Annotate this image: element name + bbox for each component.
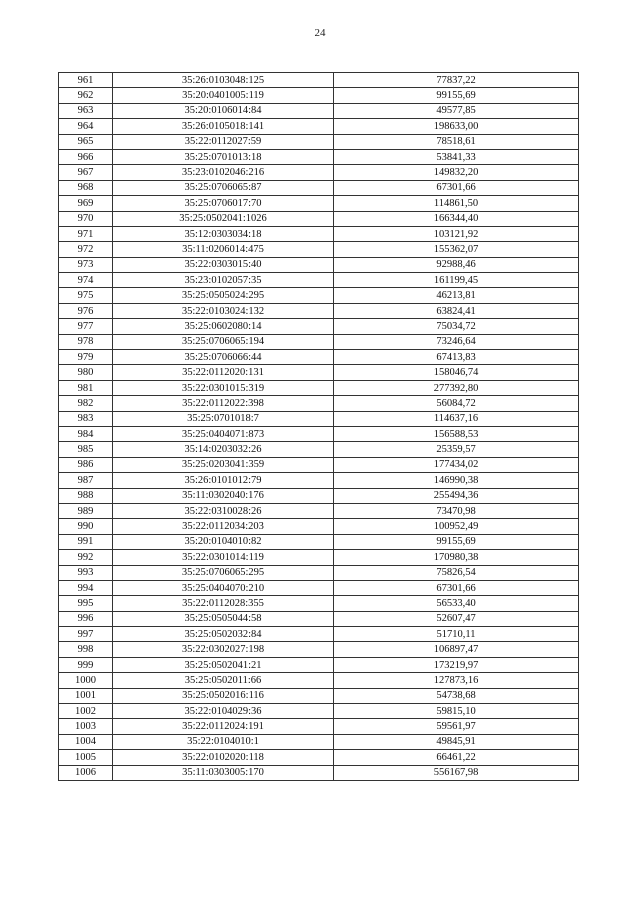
table-row <box>59 180 579 195</box>
cadastral-number-cell: 35:23:0102046:216 <box>113 165 334 180</box>
value-cell: 56533,40 <box>334 596 579 611</box>
row-number-cell: 962 <box>59 88 113 103</box>
row-number-cell: 982 <box>59 396 113 411</box>
cadastral-number-cell: 35:25:0706065:295 <box>113 565 334 580</box>
value-cell: 255494,36 <box>334 488 579 503</box>
row-number-cell: 968 <box>59 180 113 195</box>
value-cell: 114861,50 <box>334 196 579 211</box>
table-row <box>59 442 579 457</box>
cadastral-value-table <box>58 72 579 781</box>
table-row <box>59 627 579 642</box>
cadastral-number-cell: 35:23:0102057:35 <box>113 273 334 288</box>
row-number-cell: 966 <box>59 149 113 164</box>
row-number-cell: 988 <box>59 488 113 503</box>
row-number-cell: 978 <box>59 334 113 349</box>
row-number-cell: 991 <box>59 534 113 549</box>
table-row <box>59 73 579 88</box>
cadastral-number-cell: 35:22:0104010:1 <box>113 734 334 749</box>
table-row <box>59 519 579 534</box>
cadastral-number-cell: 35:25:0502032:84 <box>113 627 334 642</box>
value-cell: 114637,16 <box>334 411 579 426</box>
table-row <box>59 657 579 672</box>
value-cell: 52607,47 <box>334 611 579 626</box>
table-row <box>59 134 579 149</box>
row-number-cell: 1001 <box>59 688 113 703</box>
cadastral-number-cell: 35:22:0112027:59 <box>113 134 334 149</box>
value-cell: 59815,10 <box>334 704 579 719</box>
table-row <box>59 642 579 657</box>
value-cell: 49577,85 <box>334 103 579 118</box>
row-number-cell: 983 <box>59 411 113 426</box>
row-number-cell: 999 <box>59 657 113 672</box>
table-row <box>59 350 579 365</box>
row-number-cell: 967 <box>59 165 113 180</box>
row-number-cell: 997 <box>59 627 113 642</box>
cadastral-number-cell: 35:22:0102020:118 <box>113 750 334 765</box>
cadastral-number-cell: 35:22:0303015:40 <box>113 257 334 272</box>
cadastral-number-cell: 35:22:0310028:26 <box>113 503 334 518</box>
value-cell: 155362,07 <box>334 242 579 257</box>
cadastral-number-cell: 35:12:0303034:18 <box>113 226 334 241</box>
value-cell: 556167,98 <box>334 765 579 780</box>
row-number-cell: 990 <box>59 519 113 534</box>
value-cell: 156588,53 <box>334 426 579 441</box>
row-number-cell: 995 <box>59 596 113 611</box>
cadastral-number-cell: 35:22:0103024:132 <box>113 303 334 318</box>
table-row <box>59 88 579 103</box>
row-number-cell: 981 <box>59 380 113 395</box>
cadastral-number-cell: 35:25:0602080:14 <box>113 319 334 334</box>
row-number-cell: 1004 <box>59 734 113 749</box>
value-cell: 49845,91 <box>334 734 579 749</box>
value-cell: 67301,66 <box>334 580 579 595</box>
row-number-cell: 998 <box>59 642 113 657</box>
cadastral-number-cell: 35:25:0502016:116 <box>113 688 334 703</box>
cadastral-number-cell: 35:22:0112028:355 <box>113 596 334 611</box>
row-number-cell: 1005 <box>59 750 113 765</box>
cadastral-number-cell: 35:25:0502041:21 <box>113 657 334 672</box>
value-cell: 277392,80 <box>334 380 579 395</box>
cadastral-number-cell: 35:25:0203041:359 <box>113 457 334 472</box>
value-cell: 73470,98 <box>334 503 579 518</box>
value-cell: 73246,64 <box>334 334 579 349</box>
table-row <box>59 534 579 549</box>
table-row <box>59 211 579 226</box>
row-number-cell: 1003 <box>59 719 113 734</box>
table-row <box>59 596 579 611</box>
cadastral-number-cell: 35:25:0502011:66 <box>113 673 334 688</box>
table-row <box>59 319 579 334</box>
table-row <box>59 288 579 303</box>
row-number-cell: 989 <box>59 503 113 518</box>
table-row <box>59 611 579 626</box>
cadastral-number-cell: 35:25:0706065:194 <box>113 334 334 349</box>
row-number-cell: 976 <box>59 303 113 318</box>
row-number-cell: 963 <box>59 103 113 118</box>
value-cell: 166344,40 <box>334 211 579 226</box>
table-row <box>59 257 579 272</box>
cadastral-number-cell: 35:22:0112022:398 <box>113 396 334 411</box>
row-number-cell: 974 <box>59 273 113 288</box>
cadastral-number-cell: 35:22:0104029:36 <box>113 704 334 719</box>
table-row <box>59 673 579 688</box>
table-row <box>59 119 579 134</box>
cadastral-number-cell: 35:11:0302040:176 <box>113 488 334 503</box>
value-cell: 75034,72 <box>334 319 579 334</box>
cadastral-number-cell: 35:20:0106014:84 <box>113 103 334 118</box>
row-number-cell: 972 <box>59 242 113 257</box>
row-number-cell: 971 <box>59 226 113 241</box>
table-row <box>59 704 579 719</box>
row-number-cell: 1006 <box>59 765 113 780</box>
value-cell: 92988,46 <box>334 257 579 272</box>
row-number-cell: 977 <box>59 319 113 334</box>
cadastral-number-cell: 35:11:0206014:475 <box>113 242 334 257</box>
row-number-cell: 986 <box>59 457 113 472</box>
row-number-cell: 984 <box>59 426 113 441</box>
cadastral-number-cell: 35:22:0301014:119 <box>113 550 334 565</box>
table-row <box>59 565 579 580</box>
table-row <box>59 765 579 780</box>
cadastral-number-cell: 35:22:0112034:203 <box>113 519 334 534</box>
cadastral-number-cell: 35:20:0401005:119 <box>113 88 334 103</box>
table-row <box>59 750 579 765</box>
value-cell: 103121,92 <box>334 226 579 241</box>
value-cell: 66461,22 <box>334 750 579 765</box>
value-cell: 78518,61 <box>334 134 579 149</box>
cadastral-number-cell: 35:25:0701018:7 <box>113 411 334 426</box>
cadastral-number-cell: 35:25:0706017:70 <box>113 196 334 211</box>
value-cell: 149832,20 <box>334 165 579 180</box>
table-row <box>59 396 579 411</box>
table-row <box>59 380 579 395</box>
table-row <box>59 550 579 565</box>
cadastral-number-cell: 35:11:0303005:170 <box>113 765 334 780</box>
row-number-cell: 1002 <box>59 704 113 719</box>
row-number-cell: 993 <box>59 565 113 580</box>
table-row <box>59 196 579 211</box>
table-row <box>59 273 579 288</box>
cadastral-number-cell: 35:25:0404071:873 <box>113 426 334 441</box>
value-cell: 99155,69 <box>334 88 579 103</box>
cadastral-number-cell: 35:26:0105018:141 <box>113 119 334 134</box>
page-number: 24 <box>314 27 326 39</box>
value-cell: 56084,72 <box>334 396 579 411</box>
value-cell: 100952,49 <box>334 519 579 534</box>
row-number-cell: 964 <box>59 119 113 134</box>
table-body <box>59 73 579 781</box>
row-number-cell: 992 <box>59 550 113 565</box>
value-cell: 51710,11 <box>334 627 579 642</box>
cadastral-number-cell: 35:20:0104010:82 <box>113 534 334 549</box>
table-row <box>59 303 579 318</box>
table-row <box>59 149 579 164</box>
table-row <box>59 473 579 488</box>
value-cell: 75826,54 <box>334 565 579 580</box>
cadastral-number-cell: 35:22:0301015:319 <box>113 380 334 395</box>
row-number-cell: 969 <box>59 196 113 211</box>
value-cell: 53841,33 <box>334 149 579 164</box>
row-number-cell: 975 <box>59 288 113 303</box>
row-number-cell: 994 <box>59 580 113 595</box>
value-cell: 99155,69 <box>334 534 579 549</box>
row-number-cell: 996 <box>59 611 113 626</box>
table-row <box>59 365 579 380</box>
value-cell: 127873,16 <box>334 673 579 688</box>
row-number-cell: 961 <box>59 73 113 88</box>
cadastral-number-cell: 35:25:0701013:18 <box>113 149 334 164</box>
value-cell: 67413,83 <box>334 350 579 365</box>
cadastral-number-cell: 35:22:0302027:198 <box>113 642 334 657</box>
value-cell: 59561,97 <box>334 719 579 734</box>
value-cell: 158046,74 <box>334 365 579 380</box>
cadastral-number-cell: 35:25:0404070:210 <box>113 580 334 595</box>
row-number-cell: 987 <box>59 473 113 488</box>
row-number-cell: 970 <box>59 211 113 226</box>
table-row <box>59 457 579 472</box>
value-cell: 170980,38 <box>334 550 579 565</box>
value-cell: 46213,81 <box>334 288 579 303</box>
value-cell: 63824,41 <box>334 303 579 318</box>
value-cell: 77837,22 <box>334 73 579 88</box>
cadastral-number-cell: 35:25:0502041:1026 <box>113 211 334 226</box>
row-number-cell: 1000 <box>59 673 113 688</box>
table-row <box>59 688 579 703</box>
row-number-cell: 979 <box>59 350 113 365</box>
row-number-cell: 980 <box>59 365 113 380</box>
table-row <box>59 426 579 441</box>
table-row <box>59 503 579 518</box>
cadastral-number-cell: 35:22:0112024:191 <box>113 719 334 734</box>
table-row <box>59 242 579 257</box>
table-row <box>59 165 579 180</box>
value-cell: 146990,38 <box>334 473 579 488</box>
row-number-cell: 965 <box>59 134 113 149</box>
value-cell: 177434,02 <box>334 457 579 472</box>
value-cell: 67301,66 <box>334 180 579 195</box>
table-row <box>59 719 579 734</box>
cadastral-number-cell: 35:25:0505024:295 <box>113 288 334 303</box>
cadastral-number-cell: 35:26:0101012:79 <box>113 473 334 488</box>
value-cell: 161199,45 <box>334 273 579 288</box>
row-number-cell: 985 <box>59 442 113 457</box>
table-row <box>59 580 579 595</box>
table-row <box>59 488 579 503</box>
value-cell: 106897,47 <box>334 642 579 657</box>
value-cell: 173219,97 <box>334 657 579 672</box>
cadastral-number-cell: 35:22:0112020:131 <box>113 365 334 380</box>
table-row <box>59 734 579 749</box>
cadastral-number-cell: 35:25:0505044:58 <box>113 611 334 626</box>
value-cell: 25359,57 <box>334 442 579 457</box>
value-cell: 54738,68 <box>334 688 579 703</box>
table-row <box>59 334 579 349</box>
table-row <box>59 226 579 241</box>
table-row <box>59 411 579 426</box>
row-number-cell: 973 <box>59 257 113 272</box>
cadastral-number-cell: 35:26:0103048:125 <box>113 73 334 88</box>
cadastral-number-cell: 35:25:0706066:44 <box>113 350 334 365</box>
cadastral-number-cell: 35:14:0203032:26 <box>113 442 334 457</box>
value-cell: 198633,00 <box>334 119 579 134</box>
table-row <box>59 103 579 118</box>
cadastral-number-cell: 35:25:0706065:87 <box>113 180 334 195</box>
